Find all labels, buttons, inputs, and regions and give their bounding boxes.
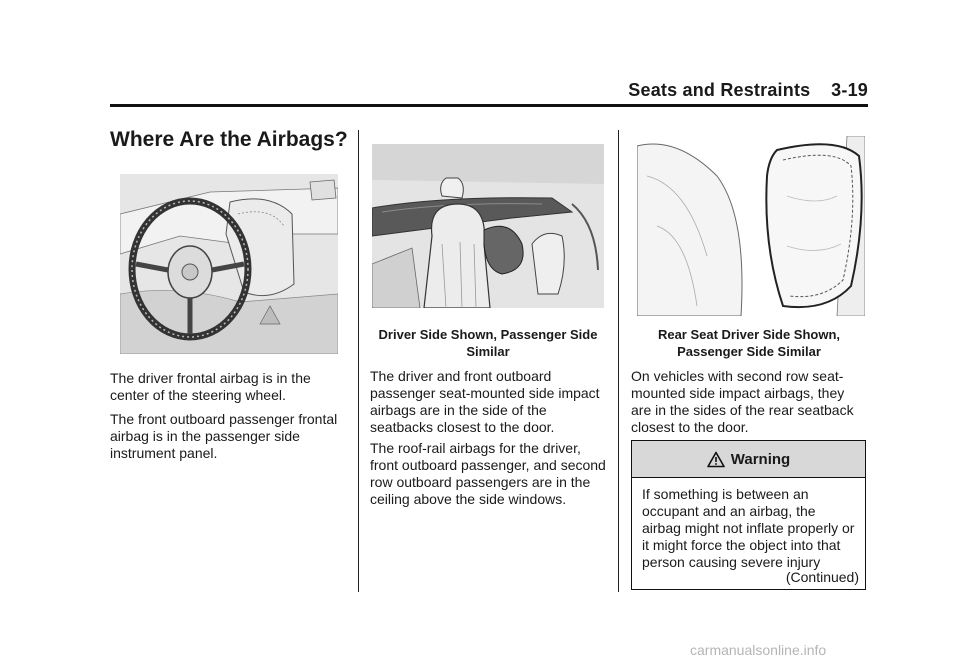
page-number: 3-19	[831, 80, 868, 100]
section-heading: Where Are the Airbags?	[110, 128, 348, 151]
paragraph: On vehicles with second row seat-mounted side impact airbags, they are in the sides of the rear seatback closest to the door.	[631, 368, 854, 435]
warning-title: Warning	[730, 450, 791, 468]
column-divider-2	[618, 130, 619, 592]
paragraph: The roof-rail airbags for the driver, front outboard passenger, and second row outboard passengers are in the ceiling above the side windows.	[370, 440, 606, 507]
warning-body: If something is between an occupant and an airbag, the airbag might not inflate properly or it might force the object into that person causing severe injury	[642, 486, 855, 570]
warning-triangle-icon	[707, 451, 725, 468]
paragraph: The driver and front outboard passenger seat-mounted side impact airbags are in the side of the seatbacks closest to the door.	[370, 368, 600, 435]
figure-caption: Rear Seat Driver Side Shown, Passenger Side Similar	[657, 327, 841, 359]
continued-label: (Continued)	[785, 569, 859, 585]
steering-wheel-airbag-illustration	[120, 174, 338, 354]
paragraph: The driver frontal airbag is in the center of the steering wheel.	[110, 370, 311, 403]
figure-caption: Driver Side Shown, Passenger Side Similar	[378, 327, 598, 359]
column-divider-1	[358, 130, 359, 592]
driver-airbag-figure	[120, 174, 338, 354]
seat-airbag-figure	[372, 144, 604, 308]
section-title: Seats and Restraints	[628, 80, 811, 100]
warning-box	[631, 440, 866, 590]
header-rule	[110, 104, 868, 107]
seat-and-roof-rail-airbag-illustration	[372, 144, 604, 308]
rear-seat-airbag-figure	[637, 136, 865, 316]
warning-header	[632, 441, 865, 478]
paragraph: The front outboard passenger frontal airbag is in the passenger side instrument panel.	[110, 411, 338, 461]
page-header	[628, 80, 868, 101]
rear-seat-side-airbag-illustration	[637, 136, 865, 316]
watermark: carmanualsonline.info	[690, 642, 827, 658]
